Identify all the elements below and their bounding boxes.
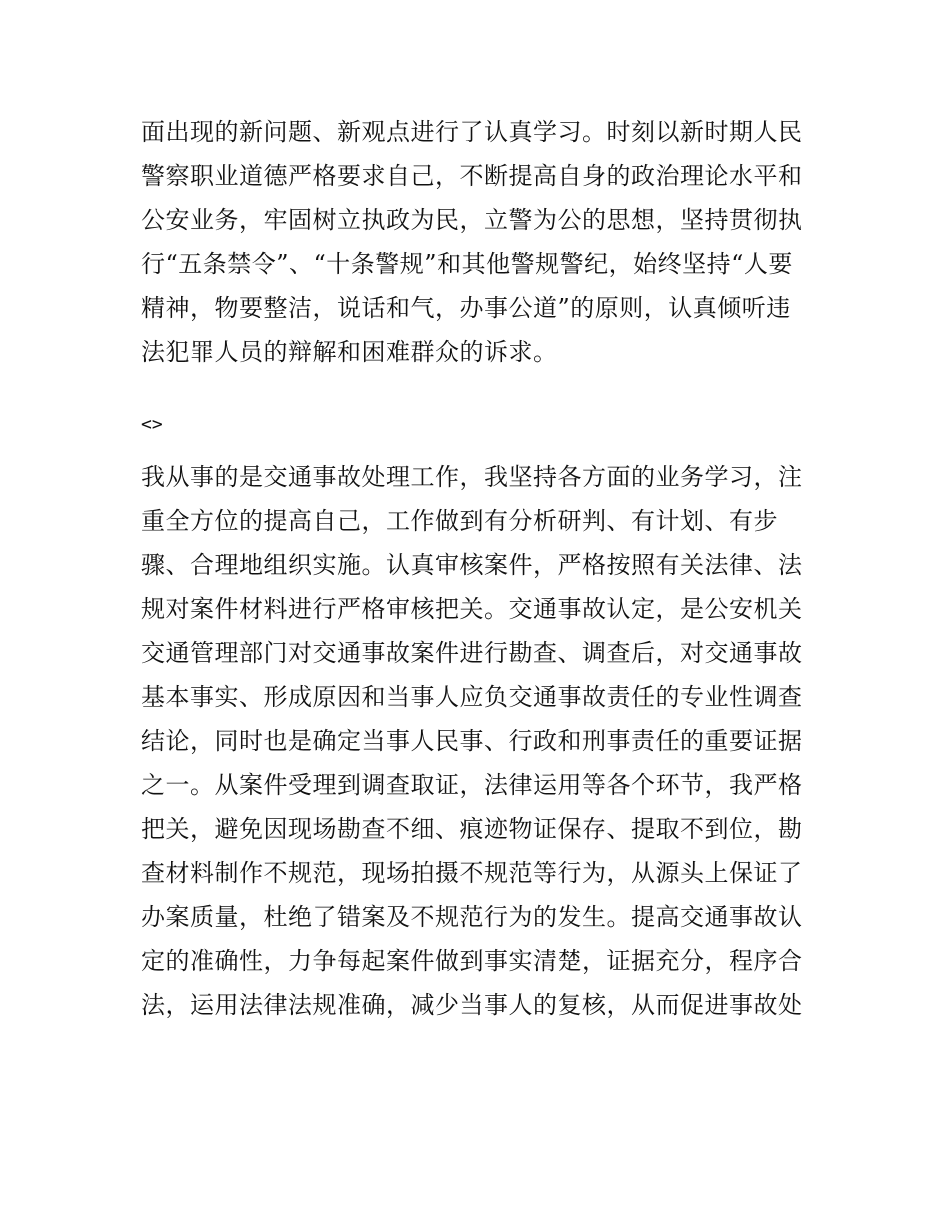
paragraph-line: 警察职业道德严格要求自己，不断提高自身的政治理论水平和 <box>141 162 803 190</box>
paragraph-line: 交通管理部门对交通事故案件进行勘查、调查后，对交通事故 <box>141 639 803 667</box>
paragraph-line: 定的准确性，力争每起案件做到事实清楚，证据充分，程序合 <box>141 947 803 975</box>
paragraph-line: 重全方位的提高自己，工作做到有分析研判、有计划、有步 <box>141 507 778 535</box>
paragraph-line: 办案质量，杜绝了错案及不规范行为的发生。提高交通事故认 <box>141 903 803 931</box>
paragraph-line: 查材料制作不规范，现场拍摄不规范等行为，从源头上保证了 <box>141 859 803 887</box>
paragraph-line: 面出现的新问题、新观点进行了认真学习。时刻以新时期人民 <box>141 118 803 146</box>
paragraph-line: 公安业务，牢固树立执政为民，立警为公的思想，坚持贯彻执 <box>141 206 803 234</box>
paragraph-line: 基本事实、形成原因和当事人应负交通事故责任的专业性调查 <box>141 683 803 711</box>
paragraph-line: 规对案件材料进行严格审核把关。交通事故认定，是公安机关 <box>141 595 803 623</box>
paragraph-line: 我从事的是交通事故处理工作，我坚持各方面的业务学习，注 <box>141 463 803 491</box>
paragraph-line: 结论，同时也是确定当事人民事、行政和刑事责任的重要证据 <box>141 727 803 755</box>
paragraph-line: 行“五条禁令”、“十条警规”和其他警规警纪，始终坚持“人要 <box>141 250 793 278</box>
paragraph-line: 精神，物要整洁，说话和气，办事公道”的原则，认真倾听违 <box>141 294 791 322</box>
paragraph-line: 法，运用法律法规准确，减少当事人的复核，从而促进事故处 <box>141 991 803 1019</box>
paragraph-line: 之一。从案件受理到调查取证，法律运用等各个环节，我严格 <box>141 771 803 799</box>
paragraph-2 <box>141 455 821 1027</box>
section-marker: <> <box>141 414 163 435</box>
paragraph-line: 骤、合理地组织实施。认真审核案件，严格按照有关法律、法 <box>141 551 803 579</box>
paragraph-1 <box>141 110 821 374</box>
paragraph-line: 把关，避免因现场勘查不细、痕迹物证保存、提取不到位，勘 <box>141 815 803 843</box>
paragraph-line: 法犯罪人员的辩解和困难群众的诉求。 <box>141 338 558 366</box>
